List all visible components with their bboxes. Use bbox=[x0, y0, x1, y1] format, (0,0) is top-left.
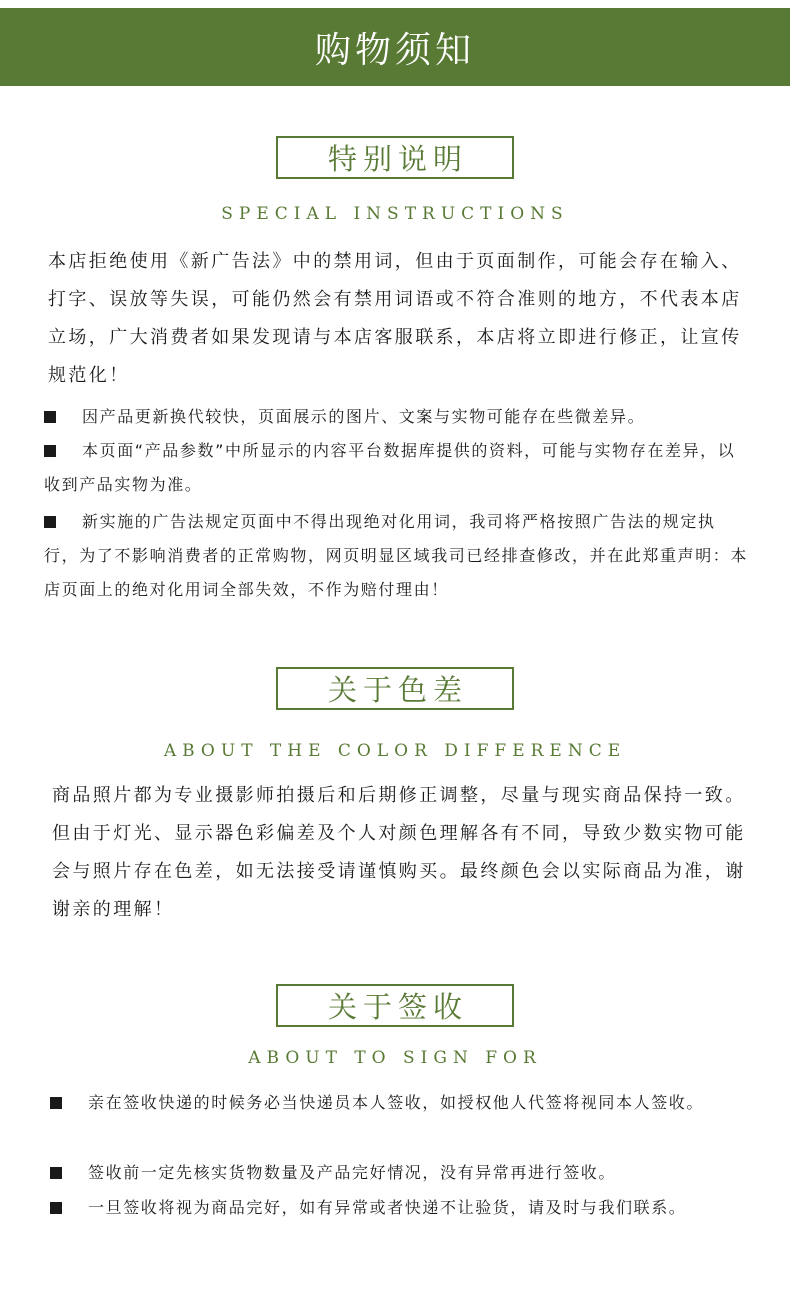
bullet-square-icon bbox=[44, 516, 56, 528]
special-note-2-text: 本页面“产品参数”中所显示的内容平台数据库提供的资料，可能与实物存在差异，以收到产品实物为准。 bbox=[44, 441, 736, 494]
bullet-square-icon bbox=[50, 1097, 62, 1109]
sign-note-2 bbox=[50, 1156, 750, 1190]
special-note-3-text: 新实施的广告法规定页面中不得出现绝对化用词，我司将严格按照广告法的规定执行，为了不影响消费者的正常购物，网页明显区域我司已经排查修改，并在此郑重声明：本店页面上的绝对化用词全部失效，不作为赔付理由！ bbox=[44, 512, 749, 599]
section-sign-title-box bbox=[276, 984, 514, 1027]
bullet-square-icon bbox=[44, 411, 56, 423]
section-special-title-box bbox=[276, 136, 514, 179]
section-color-title: 关于色差 bbox=[327, 673, 468, 707]
special-note-1-text: 因产品更新换代较快，页面展示的图片、文案与实物可能存在些微差异。 bbox=[82, 407, 646, 426]
section-special-title: 特别说明 bbox=[327, 142, 468, 176]
bullet-square-icon bbox=[50, 1167, 62, 1179]
sign-note-1 bbox=[50, 1086, 750, 1120]
color-paragraph: 商品照片都为专业摄影师拍摄后和后期修正调整，尽量与现实商品保持一致。但由于灯光、显示器色彩偏差及个人对颜色理解各有不同，导致少数实物可能会与照片存在色差，如无法接受请谨慎购买。最终颜色会以实际商品为准，谢谢亲的理解！ bbox=[52, 785, 746, 920]
special-note-3 bbox=[44, 505, 750, 607]
sign-note-3-text: 一旦签收将视为商品完好，如有异常或者快递不让验货，请及时与我们联系。 bbox=[88, 1198, 687, 1217]
special-note-1 bbox=[44, 400, 750, 434]
section-sign-subtitle: ABOUT TO SIGN FOR bbox=[248, 1048, 542, 1068]
bullet-square-icon bbox=[50, 1202, 62, 1214]
special-note-2 bbox=[44, 434, 750, 502]
section-special-subtitle: SPECIAL INSTRUCTIONS bbox=[221, 204, 569, 224]
header-banner bbox=[0, 8, 790, 86]
bullet-square-icon bbox=[44, 445, 56, 457]
sign-note-2-text: 签收前一定先核实货物数量及产品完好情况，没有异常再进行签收。 bbox=[88, 1163, 617, 1182]
section-color-title-box bbox=[276, 667, 514, 710]
sign-note-3 bbox=[50, 1191, 750, 1225]
page-title: 购物须知 bbox=[314, 29, 475, 71]
special-paragraph: 本店拒绝使用《新广告法》中的禁用词，但由于页面制作，可能会存在输入、打字、误放等失误，可能仍然会有禁用词语或不符合准则的地方，不代表本店立场，广大消费者如果发现请与本店客服联系，本店将立即进行修正，让宣传规范化！ bbox=[48, 251, 742, 386]
section-sign-title: 关于签收 bbox=[327, 990, 468, 1024]
section-color-subtitle: ABOUT THE COLOR DIFFERENCE bbox=[163, 741, 627, 761]
sign-note-1-text: 亲在签收快递的时候务必当快递员本人签收，如授权他人代签将视同本人签收。 bbox=[88, 1093, 705, 1112]
